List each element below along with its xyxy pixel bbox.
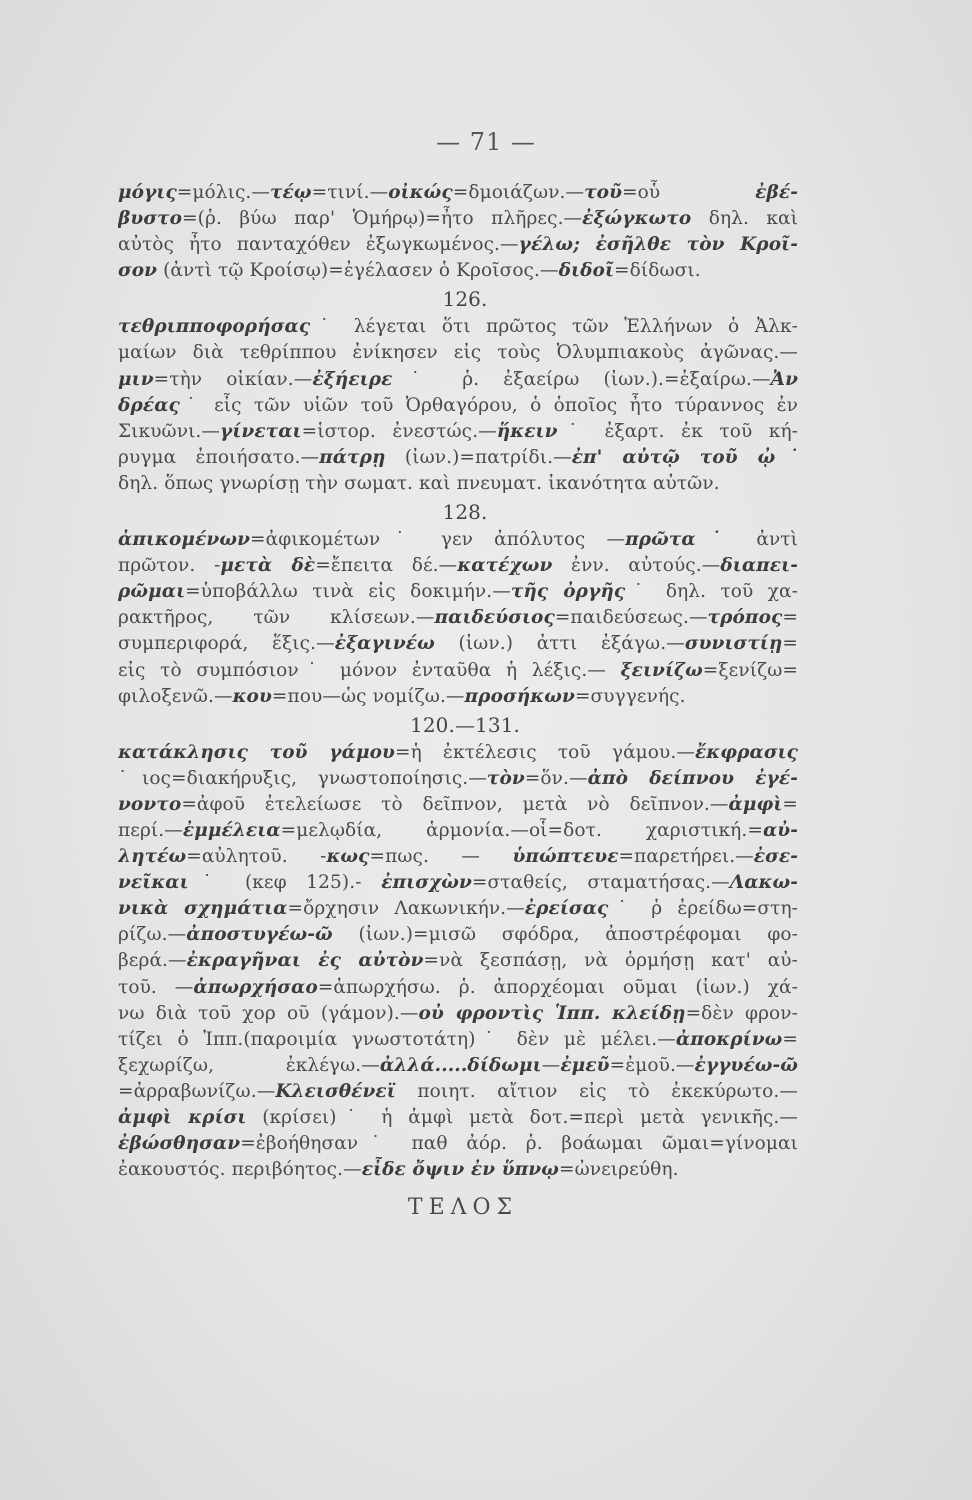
- lemma-term: πρῶτα˙: [625, 529, 736, 551]
- lemma-term: ἐξώγκωτο: [582, 208, 692, 230]
- gloss-text: δηλ. καὶ: [691, 208, 798, 230]
- gloss-text: νω διὰ τοῦ χορ οῦ (γάμον).—: [118, 1002, 419, 1024]
- lemma-term: τεθριπποφορήσας: [118, 316, 311, 338]
- gloss-text: ˙ εἷς τῶν υἱῶν τοῦ Ὀρθαγόρου, ὁ ὁποῖος ἦτο τύραννος ἐν: [179, 394, 798, 416]
- gloss-text: περί.—: [118, 819, 183, 841]
- gloss-text: =ἐβοήθησαν˙ παθ ἀόρ. ῥ. βοάωμαι ῶμαι=γίνομαι: [240, 1133, 798, 1155]
- text-line: [118, 419, 798, 445]
- gloss-text: ρυγμα ἐποιήσατο.—: [118, 446, 320, 468]
- lemma-term: ἀπωρχήσαο: [193, 976, 318, 998]
- end-marker-telos: ΤΕΛΟΣ: [407, 1195, 519, 1221]
- lemma-term: μετὰ δὲ: [220, 555, 316, 577]
- gloss-text: ˙ δηλ. τοῦ χα-: [625, 581, 798, 603]
- lemma-term: ἐρείσας: [524, 898, 609, 920]
- text-line: [118, 922, 798, 948]
- gloss-text: =ξενίζω=: [702, 659, 798, 681]
- lemma-term: ἀμφὶ κρίσι: [118, 1107, 247, 1128]
- gloss-text: =ἀφοῦ ἐτελείωσε τὸ δεῖπνον, μετὰ νὸ δεῖπνον.—: [181, 793, 729, 815]
- text-line: [118, 870, 798, 896]
- gloss-text: =ὄρχησιν Λακωνικήν.—: [287, 898, 525, 920]
- gloss-text: =ἡ ἐκτέλεσις τοῦ γάμου.—: [394, 741, 695, 763]
- text-line: [118, 605, 798, 631]
- gloss-text: =: [782, 793, 798, 815]
- lemma-term: ἐγγυέω-ῶ: [694, 1054, 798, 1076]
- lemma-term: Λακω-: [729, 872, 798, 894]
- lemma-term: εἶδε ὄψιν ἐν ὕπνῳ: [361, 1159, 559, 1181]
- gloss-text: —: [541, 1054, 561, 1076]
- gloss-text: =παρετήρει.—: [618, 846, 754, 868]
- gloss-text: ἐακουστός. περιβόητος.—: [118, 1159, 362, 1181]
- gloss-text: μαίων διὰ τεθρίππου ἐνίκησεν εἰς τοὺς Ὀλυμπιακοὺς ἀγῶνας.—: [118, 342, 798, 364]
- text-line: [118, 579, 798, 605]
- lemma-term: ἀποκρίνω: [675, 1028, 783, 1050]
- text-line: [118, 631, 798, 657]
- gloss-text: =μελῳδία, ἁρμονία.—οἷ=δοτ. χαριστική.=: [280, 819, 763, 841]
- text-line: [118, 471, 798, 497]
- text-line: [118, 1131, 798, 1157]
- gloss-text: =ἀφικομέτων˙ γεν ἀπόλυτος —: [250, 529, 626, 551]
- gloss-text: =: [782, 1028, 798, 1050]
- gloss-text: =δμοιάζων.—: [452, 182, 585, 203]
- text-line: [118, 232, 798, 258]
- text-line: [118, 658, 798, 684]
- lemma-term: ἐβέ-: [755, 182, 798, 203]
- text-line: [118, 527, 798, 553]
- lemma-term: διαπει-: [720, 555, 798, 577]
- lemma-term: παιδεύσιος: [434, 607, 555, 629]
- lemma-term: μιν: [118, 368, 154, 390]
- gloss-text: αὐτὸς ἦτο πανταχόθεν ἐξωγκωμένος.—: [118, 234, 519, 256]
- lemma-term: ξεινίζω: [620, 659, 703, 681]
- lemma-term: κατέχων: [457, 555, 553, 577]
- lemma-term: νεῖκαι: [118, 872, 189, 894]
- text-line: [118, 340, 798, 366]
- text-line: [118, 1079, 798, 1105]
- gloss-text: =τὴν οἰκίαν.—: [153, 368, 313, 390]
- gloss-text: =: [782, 607, 798, 629]
- lemma-term: ἀλλά.....δίδωμι: [379, 1054, 542, 1076]
- gloss-text: =ὑποβάλλω τινὰ εἰς δοκιμήν.—: [185, 581, 511, 603]
- gloss-text: Σικυῶνι.—: [118, 420, 221, 442]
- lemma-term: σον: [118, 260, 158, 282]
- gloss-text: ˙ (κεφ 125).-: [188, 872, 382, 894]
- text-line: [118, 206, 798, 232]
- gloss-text: =που—ὡς νομίζω.—: [271, 685, 465, 707]
- text-line: [118, 766, 798, 792]
- gloss-text: =(ῥ. βύω παρ' Ὁμήρῳ)=ἦτο πλῆρες.—: [182, 208, 583, 230]
- lemma-term: νικὰ σχημάτια: [118, 898, 288, 920]
- lemma-term: οἰκώς: [388, 182, 453, 203]
- lemma-term: τῆς ὀργῆς: [510, 581, 626, 603]
- lemma-term: κου: [232, 685, 272, 707]
- gloss-text: =παιδεύσεως.—: [554, 607, 708, 629]
- gloss-text: ρακτῆρος, τῶν κλίσεων.—: [118, 607, 435, 629]
- lemma-term: μόγις: [118, 182, 177, 203]
- gloss-text: τίζει ὁ Ἱππ.(παροιμία γνωστοτάτη)˙ δὲν μὲ μέλει.—: [118, 1028, 676, 1050]
- gloss-text: βερά.—: [118, 950, 187, 972]
- text-line: [118, 948, 798, 974]
- gloss-text: (ἰων.)=μισῶ σφόδρα, ἀποστρέφομαι φο-: [332, 924, 798, 946]
- text-line: [118, 1157, 798, 1183]
- gloss-text: τοῦ. —: [118, 976, 194, 998]
- gloss-text: =συγγενής.: [574, 685, 686, 707]
- text-line: [118, 740, 798, 766]
- text-line: [118, 792, 798, 818]
- text-line: [118, 180, 798, 206]
- lemma-term: ἐσε-: [753, 846, 798, 868]
- text-line: [118, 258, 798, 284]
- lemma-term: ὑπώπτευε: [512, 846, 619, 868]
- text-line: [118, 393, 798, 419]
- gloss-text: =νὰ ξεσπάσῃ, νὰ ὁρμήσῃ κατ' αὐ-: [423, 950, 798, 972]
- gloss-text: =δὲν φρον-: [685, 1002, 798, 1024]
- lemma-term: Ἀν: [770, 368, 798, 390]
- lemma-term: ἐκραγῆναι ἐς αὐτὸν: [186, 950, 424, 972]
- gloss-text: ποιητ. αἴτιον εἰς τὸ ἐκεκύρωτο.—: [395, 1080, 798, 1102]
- gloss-text: (κρίσει)˙ ἡ ἀμφὶ μετὰ δοτ.=περὶ μετὰ γενικῆς.—: [246, 1107, 798, 1128]
- lemma-term: ἐμεῦ: [560, 1054, 610, 1076]
- lemma-term: νοντο: [118, 793, 182, 815]
- lemma-term: διδοῖ: [558, 260, 615, 282]
- dictionary-notes-body: [118, 180, 798, 1225]
- gloss-text: ρίζω.—: [118, 924, 187, 946]
- gloss-text: φιλοξενῶ.—: [118, 685, 233, 707]
- lemma-term: ἀπὸ δείπνου ἐγέ-: [587, 767, 798, 789]
- text-line: [118, 818, 798, 844]
- lemma-term: γέλω; ἐσῆλθε τὸν Κροῖ-: [518, 234, 798, 256]
- section-heading: 120.—131.: [410, 712, 520, 737]
- gloss-text: =αὐλητοῦ. -: [186, 846, 327, 868]
- gloss-text: ˙ ῥ. ἐξαείρω (ἰων.).=ἐξαίρω.—: [392, 368, 771, 390]
- gloss-text: =πως. —: [369, 846, 513, 868]
- gloss-text: =ἱστορ. ἐνεστώς.—: [301, 420, 497, 442]
- gloss-text: ξεχωρίζω, ἐκλέγω.—: [118, 1054, 380, 1076]
- lemma-term: λητέω: [118, 846, 187, 868]
- gloss-text: ˙ιος=διακήρυξις, γνωστοποίησις.—: [118, 767, 487, 789]
- lemma-term: προσήκων: [464, 685, 575, 707]
- gloss-text: (ἀντὶ τῷ Κροίσῳ)=ἐγέλασεν ὁ Κροῖσος.—: [157, 260, 559, 282]
- lemma-term: ἀμφὶ: [728, 793, 783, 815]
- lemma-term: ἀπικομένων: [118, 529, 251, 551]
- gloss-text: =δίδωσι.: [614, 260, 701, 282]
- gloss-text: (ἰων.) ἀττι ἐξάγω.—: [434, 633, 685, 655]
- gloss-text: δηλ. ὅπως γνωρίσῃ τὴν σωματ. καὶ πνευματ. ἱκανότητα αὐτῶν.: [118, 472, 720, 494]
- gloss-text: =: [782, 633, 798, 655]
- gloss-text: =μόλις.—: [176, 182, 270, 203]
- lemma-term: τέῳ: [270, 182, 312, 203]
- lemma-term: τοῦ: [584, 182, 623, 203]
- text-line: [118, 445, 798, 471]
- section-heading: 126.: [442, 287, 488, 312]
- gloss-text: εἰς τὸ συμπόσιον˙ μόνον ἐνταῦθα ἡ λέξις.—: [118, 659, 621, 681]
- text-line: [118, 314, 798, 340]
- gloss-text: (ἰων.)=πατρίδι.—: [385, 446, 572, 468]
- gloss-text: =ἀρραβωνίζω.—: [118, 1080, 276, 1102]
- text-line: [118, 684, 798, 710]
- lemma-term: πάτρῃ: [319, 446, 386, 468]
- text-line: [118, 1001, 798, 1027]
- gloss-text: =ὅν.—: [524, 767, 588, 789]
- lemma-term: κως: [326, 846, 370, 868]
- lemma-term: ἐξαγινέω: [334, 633, 435, 655]
- lemma-term: ἐπισχὼν: [381, 872, 472, 894]
- gloss-text: =σταθείς, σταματήσας.—: [471, 872, 730, 894]
- text-line: [118, 975, 798, 1001]
- gloss-text: =ἀπωρχήσω. ῥ. ἀπορχέομαι οῦμαι (ἰων.) χά-: [317, 976, 798, 998]
- gloss-text: πρῶτον. -: [118, 555, 221, 577]
- page-number: — 71 —: [436, 128, 536, 156]
- lemma-term: ἐβώσθησαν: [118, 1133, 241, 1155]
- lemma-term: ἐμμέλεια: [182, 819, 281, 841]
- lemma-term: συνιστίῃ: [684, 633, 783, 655]
- gloss-text: =τινί.—: [311, 182, 389, 203]
- lemma-term: ρῶμαι: [118, 581, 186, 603]
- lemma-term: δρέας: [118, 394, 180, 416]
- lemma-term: κατάκλησις τοῦ γάμου: [118, 741, 395, 763]
- section-heading: 128.: [442, 500, 488, 525]
- gloss-text: =ὠνειρεύθη.: [558, 1159, 679, 1181]
- lemma-term: οὐ φροντὶς Ἱππ. κλείδῃ: [418, 1002, 686, 1024]
- text-line: [118, 844, 798, 870]
- gloss-text: ˙ ῥ ἐρείδω=στη-: [608, 898, 798, 920]
- text-line: [118, 896, 798, 922]
- gloss-text: =οὗ: [622, 182, 756, 203]
- gloss-text: =ἔπειτα δέ.—: [315, 555, 458, 577]
- lemma-term: αὐ-: [762, 819, 798, 841]
- lemma-term: Κλεισθένεϊ: [275, 1080, 396, 1102]
- text-line: [118, 367, 798, 393]
- text-line: [118, 553, 798, 579]
- gloss-text: ˙ ἐξαρτ. ἐκ τοῦ κή-: [557, 420, 798, 442]
- lemma-term: ἐξήειρε: [312, 368, 393, 390]
- lemma-term: ἥκειν: [496, 420, 558, 442]
- lemma-term: γίνεται: [220, 420, 302, 442]
- gloss-text: ἐνν. αὐτούς.—: [552, 555, 721, 577]
- lemma-term: ἔκφρασις: [694, 741, 798, 763]
- lemma-term: ἀποστυγέω-ῶ: [186, 924, 333, 946]
- gloss-text: =ἐμοῦ.—: [609, 1054, 695, 1076]
- lemma-term: βυστο: [118, 208, 183, 230]
- gloss-text: ἀντὶ: [735, 529, 798, 551]
- lemma-term: ἐπ' αὐτῷ τοῦ ᾠ˙: [571, 446, 798, 468]
- lemma-term: τρόπος: [707, 607, 783, 629]
- text-line: [118, 1105, 798, 1131]
- text-line: [118, 1027, 798, 1053]
- gloss-text: ˙ λέγεται ὅτι πρῶτος τῶν Ἑλλήνων ὁ Ἀλκ-: [310, 316, 798, 338]
- text-line: [118, 1053, 798, 1079]
- gloss-text: συμπεριφορά, ἕξις.—: [118, 633, 335, 655]
- lemma-term: τὸν: [486, 767, 525, 789]
